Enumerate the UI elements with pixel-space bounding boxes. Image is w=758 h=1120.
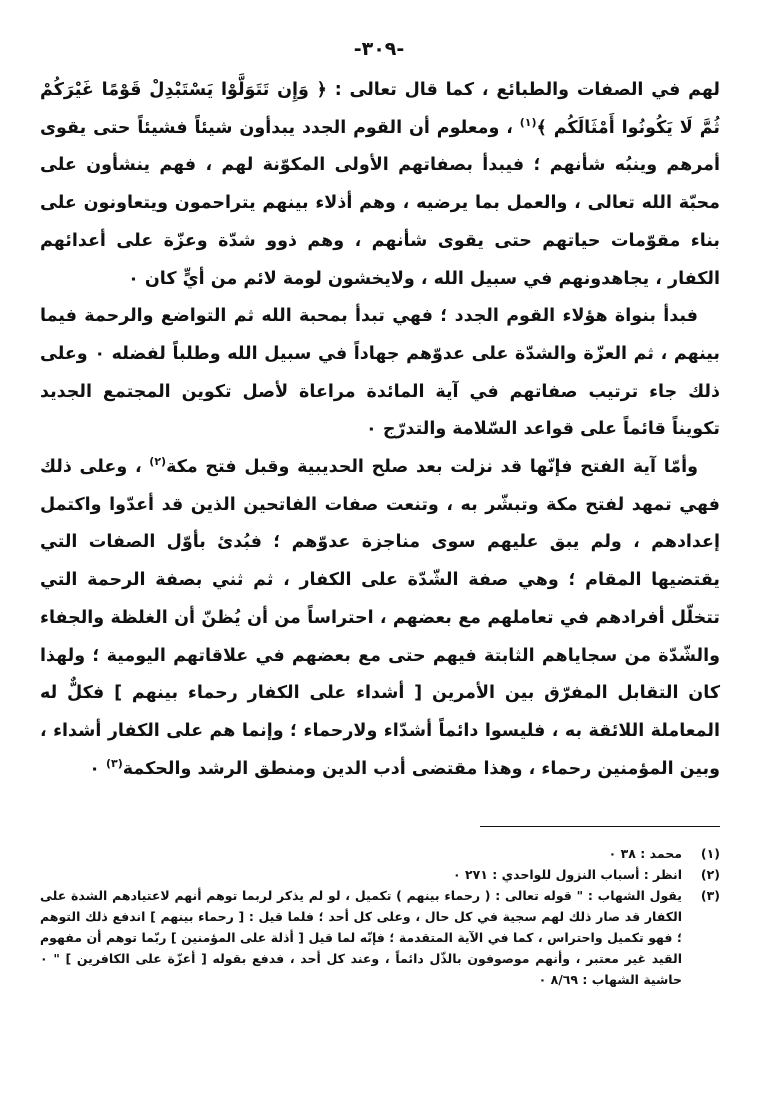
paragraph-3-intro: وأمّا آية الفتح فإنّها قد نزلت بعد صلح الحديبية وقبل فتح مكة bbox=[166, 457, 698, 478]
footnote-text: انظر : أسباب النزول للواحدي : ٢٧١ ٠ bbox=[453, 867, 682, 882]
footnote-number: (١) bbox=[700, 846, 720, 861]
main-text bbox=[40, 72, 720, 788]
footnote-number: (٢) bbox=[700, 867, 720, 882]
footnote-ref-1[interactable]: (١) bbox=[519, 115, 537, 129]
paragraph-1-body: ، ومعلوم أن القوم الجدد يبدأون شيئاً فشيئاً حتى يقوى أمرهم وينبُه شأنهم ؛ فيبدأ بصفاتهم الأولى المكوّنة لهم ، فهم ينشأون على محبّة الله تعالى ، والعمل بما يرضيه ، وهم أذلاء بينهم يتراحمون ويتعاونون على بناء مقوّمات حياتهم حتى يقوى شأنهم ، وهم ذوو شدّة وعزّة على أعدائهم الكفار ، يجاهدونهم في سبيل الله ، ولايخشون لومة لائم من أيٍّ كان ٠ bbox=[40, 117, 720, 289]
paragraph-2: فبدأ بنواة هؤلاء القوم الجدد ؛ فهي تبدأ بمحبة الله ثم التواضع والرحمة فيما بينهم ، ثم العزّة والشدّة على عدوّهم جهاداً في سبيل الله وطلباً لفضله ٠ وعلى ذلك جاء ترتيب صفاتهم في آية المائدة مراعاة لأصل تكوين المجتمع الجديد تكويناً قائماً على قواعد السّلامة والتدرّج ٠ bbox=[40, 306, 720, 440]
footnote-number: (٣) bbox=[700, 888, 720, 903]
quran-verse: ﴿ وَإِن تَتَوَلَّوْا يَسْتَبْدِلْ قَوْمًا غَيْرَكُمْ ثُمَّ لَا يَكُونُوا أَمْثَالَكُم ﴾ bbox=[40, 80, 720, 138]
page-number: -٣٠٩- bbox=[353, 38, 405, 60]
footnotes bbox=[40, 843, 720, 990]
paragraph-3-body: ، وعلى ذلك فهي تمهد لفتح مكة وتبشّر به ، وتنعت صفات الفاتحين الذين قد أعدّوا واكتمل إعدادهم ، ولم يبق عليهم سوى مناجزة عدوّهم ؛ فبُدئ بأوّل الصفات التي يقتضيها المقام ؛ وهي صفة الشّدّة على الكفار ، ثم ثني بصفة الرحمة التي تتخلّل أفرادهم في تعاملهم مع بعضهم ، احتراساً من أن يُظنّ أن الغلظة والجفاء والشّدّة من سجاياهم الثابتة فيهم حتى مع بعضهم في علاقاتهم اليومية ؛ ولهذا كان التقابل المفرّق بين الأمرين [ أشداء على الكفار رحماء بينهم ] فكلٌّ له المعاملة اللائقة به ، فليسوا دائماً أشدّاء ولارحماء ؛ وإنما هم على الكفار أشداء ، وبين المؤمنين رحماء ، وهذا مقتضى أدب الدين ومنطق الرشد والحكمة bbox=[40, 457, 720, 779]
footnote-separator bbox=[480, 826, 720, 827]
footnote-1 bbox=[40, 843, 720, 864]
footnote-2 bbox=[40, 864, 720, 885]
footnote-3 bbox=[40, 885, 720, 990]
paragraph-3 bbox=[40, 449, 720, 788]
footnote-text: محمد : ٣٨ ٠ bbox=[608, 846, 682, 861]
footnote-ref-3[interactable]: (٣) bbox=[105, 756, 123, 770]
paragraph-3-end: ٠ bbox=[89, 758, 106, 779]
footnote-ref-2[interactable]: (٢) bbox=[149, 455, 167, 469]
paragraph-1 bbox=[40, 72, 720, 298]
footnote-text: يقول الشهاب : " قوله تعالى : ( رحماء بينهم ) تكميل ، لو لم يذكر لربما توهم أنهم لاعتيادهم الشدة على الكفار قد صار ذلك لهم سجية في كل حال ، وعلى كل أحد ؛ فلما قيل : [ رحماء بينهم ] اندفع ذلك التوهم ؛ فهو تكميل واحتراس ، كما في الآية المتقدمة ؛ فإنّه لما قيل [ أذلة على المؤمنين ] ربّما توهم أن مفهوم القيد غير معتبر ، وأنهم موصوفون بالذّل دائماً ، وعند كل أحد ، فدفع بقوله [ أعزّة على الكافرين ] " ٠ حاشية الشهاب : ٨/٦٩ ٠ bbox=[40, 888, 682, 987]
paragraph-1-intro: لهم في الصفات والطبائع ، كما قال تعالى : bbox=[326, 80, 721, 100]
